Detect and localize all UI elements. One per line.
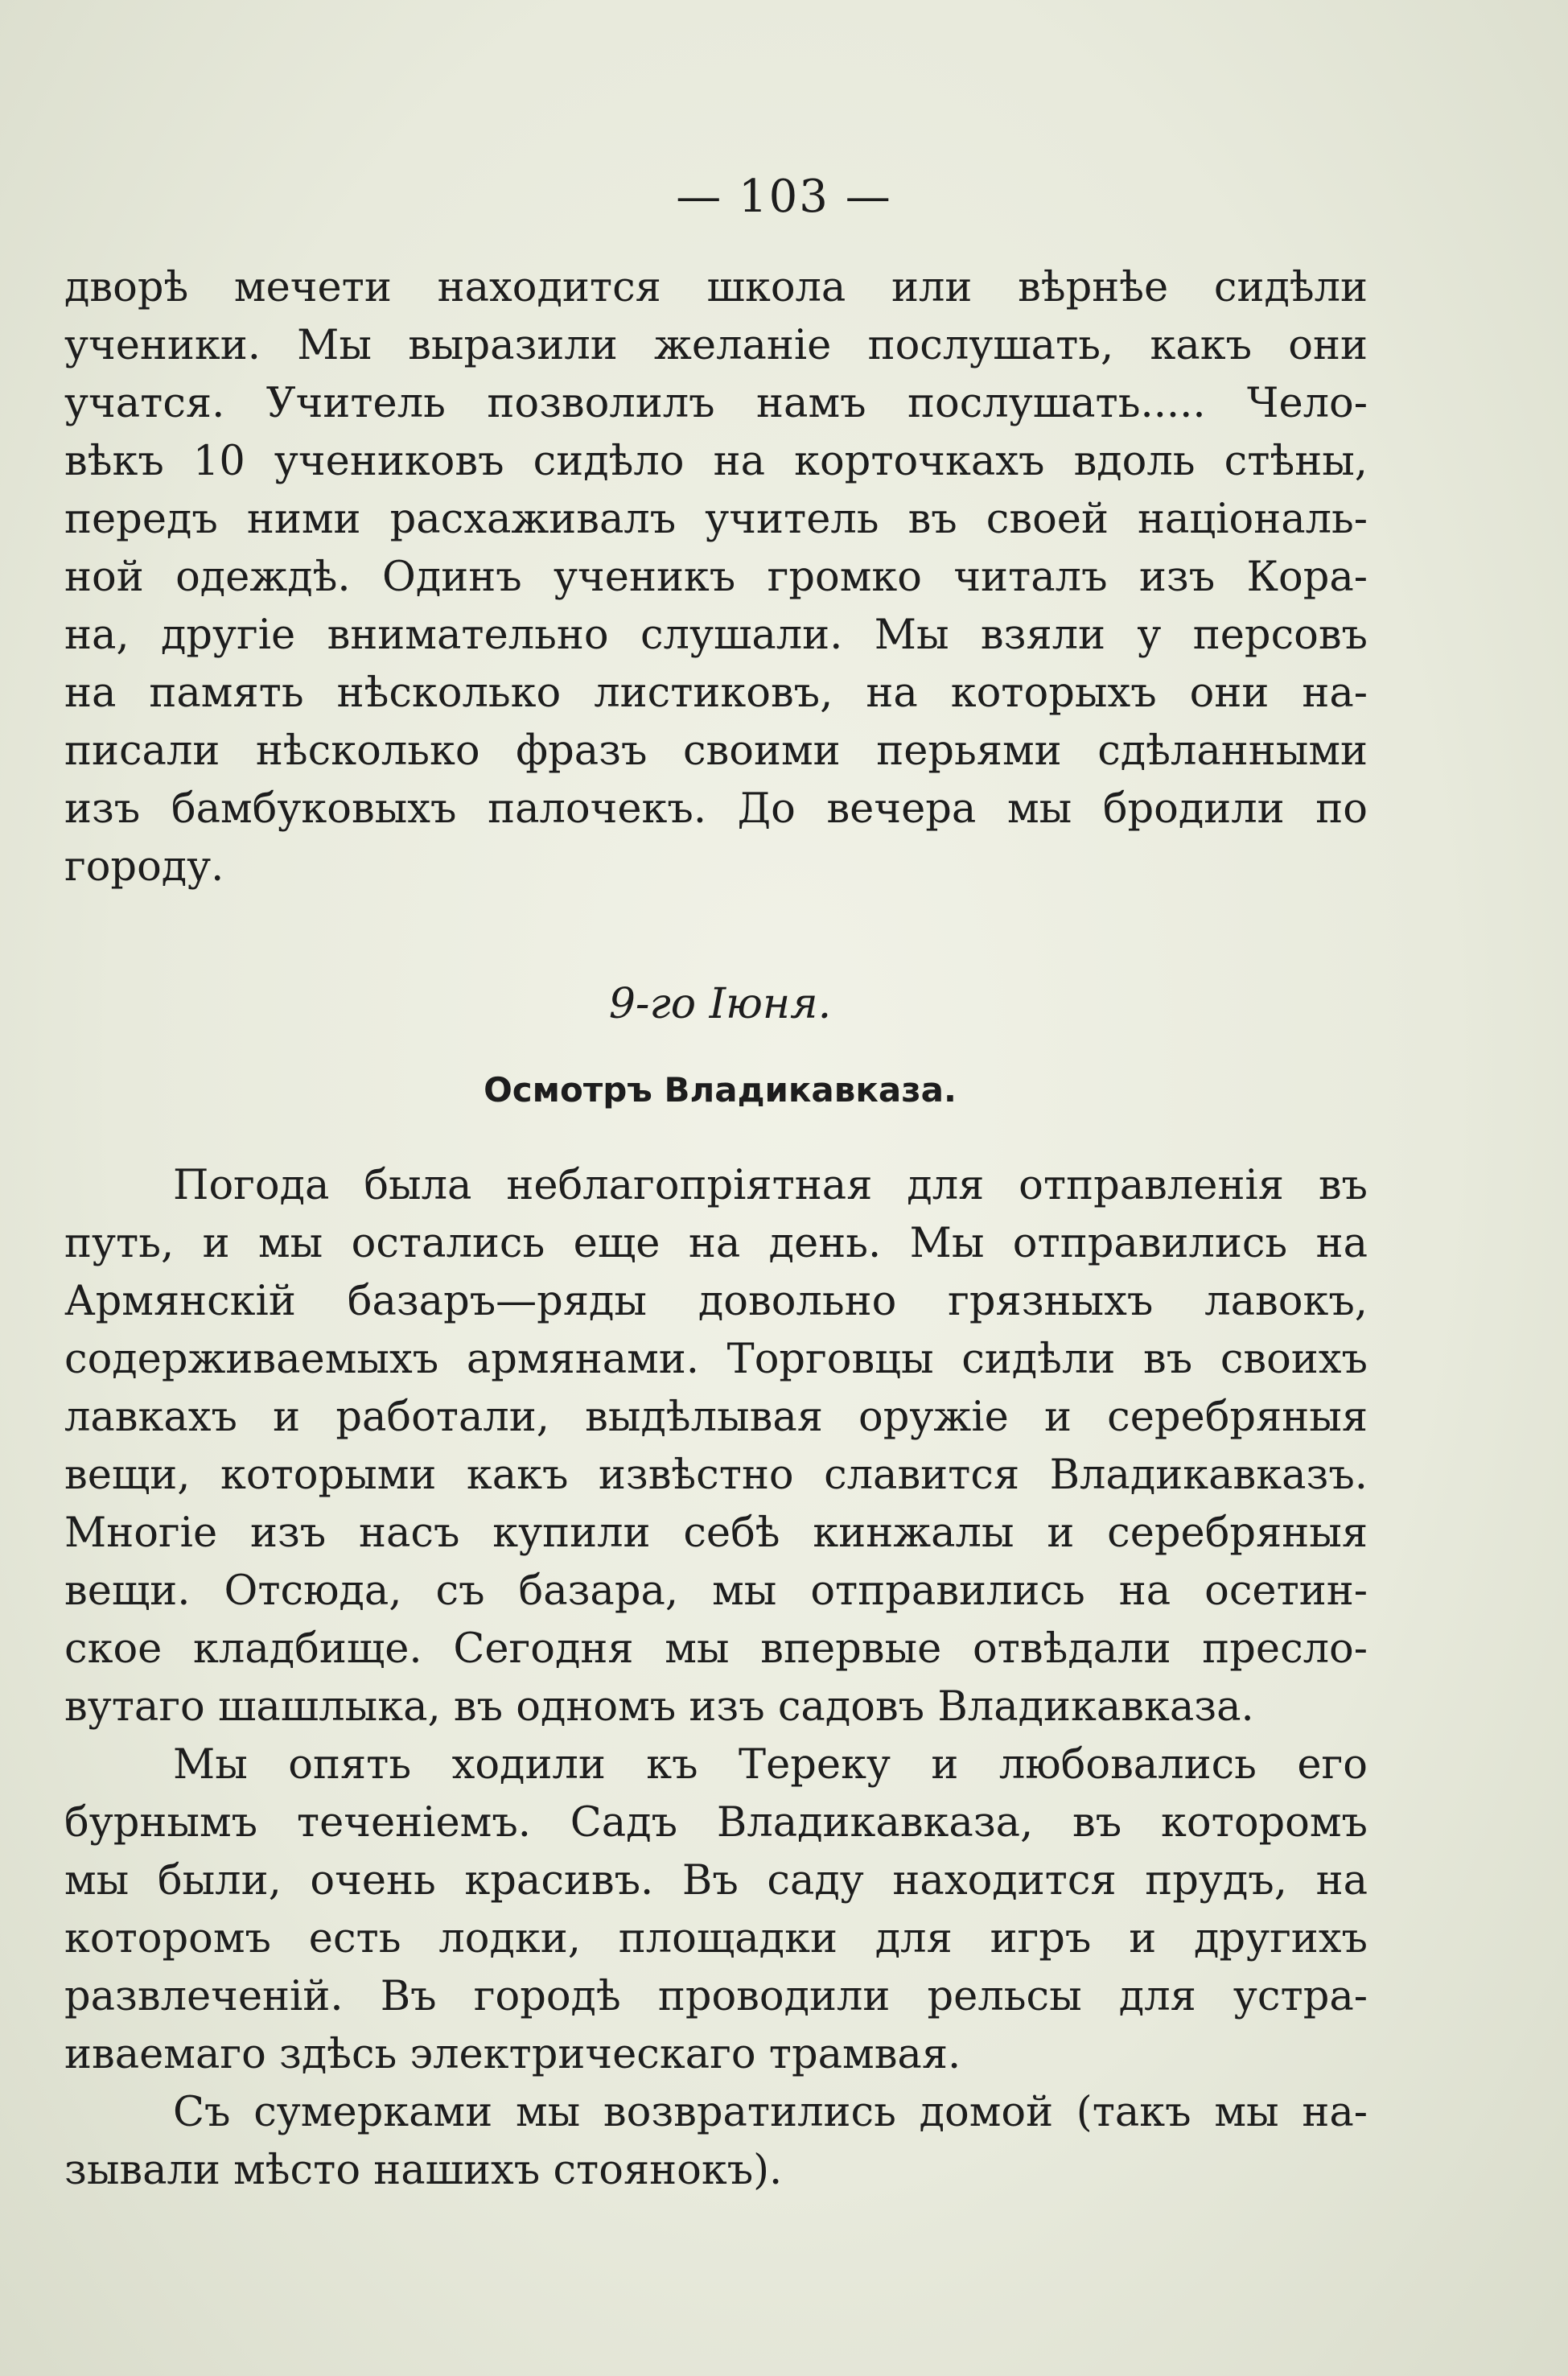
text-line: писали нѣсколько фразъ своими перьями сдѣланными: [64, 727, 1368, 775]
text-line: изъ бамбуковыхъ палочекъ. До вечера мы бродили по: [64, 785, 1368, 833]
text-line: зывали мѣсто нашихъ стоянокъ).: [64, 2147, 783, 2194]
text-line: вутаго шашлыка, въ одномъ изъ садовъ Владикавказа.: [64, 1683, 1254, 1731]
text-line: вѣкъ 10 учениковъ сидѣло на корточкахъ вдоль стѣны,: [64, 438, 1368, 485]
text-line: ученики. Мы выразили желаніе послушать, какъ они: [64, 322, 1368, 369]
text-line: на, другіе внимательно слушали. Мы взяли у персовъ: [64, 612, 1368, 659]
text-line: Съ сумерками мы возвратились домой (такъ мы на-: [173, 2089, 1368, 2136]
text-line: Погода была неблагопріятная для отправленія въ: [173, 1162, 1368, 1209]
text-line: Многіе изъ насъ купили себѣ кинжалы и серебряныя: [64, 1509, 1368, 1557]
text-line: ной одеждѣ. Одинъ ученикъ громко читалъ изъ Кора-: [64, 554, 1368, 601]
text-line: развлеченій. Въ городѣ проводили рельсы для устра-: [64, 1973, 1368, 2020]
paragraph-1: [64, 259, 1368, 896]
date-heading: 9-го Іюня.: [608, 980, 832, 1028]
text-line: Мы опять ходили къ Тереку и любовались его: [173, 1741, 1368, 1789]
text-line: вещи, которыми какъ извѣстно славится Владикавказъ.: [64, 1452, 1368, 1499]
text-line: которомъ есть лодки, площадки для игръ и другихъ: [64, 1915, 1368, 1962]
text-line: лавкахъ и работали, выдѣлывая оружіе и серебряныя: [64, 1394, 1368, 1441]
text-line: содерживаемыхъ армянами. Торговцы сидѣли въ своихъ: [64, 1336, 1368, 1383]
text-line: путь, и мы остались еще на день. Мы отправились на: [64, 1220, 1368, 1267]
text-line: иваемаго здѣсь электрическаго трамвая.: [64, 2031, 961, 2078]
text-line: учатся. Учитель позволилъ намъ послушать..... Чело-: [64, 380, 1368, 427]
paragraph-3: [64, 1736, 1368, 2084]
page-number: — 103 —: [676, 171, 892, 223]
text-line: вещи. Отсюда, съ базара, мы отправились на осетин-: [64, 1567, 1368, 1615]
text-line: на память нѣсколько листиковъ, на которыхъ они на-: [64, 669, 1368, 717]
paragraph-2: [64, 1157, 1368, 1736]
text-line: передъ ними расхаживалъ учитель въ своей національ-: [64, 496, 1368, 543]
text-line: дворѣ мечети находится школа или вѣрнѣе сидѣли: [64, 264, 1368, 311]
text-line: бурнымъ теченіемъ. Садъ Владикавказа, въ которомъ: [64, 1799, 1368, 1847]
section-title: Осмотръ Владикавказа.: [484, 1070, 957, 1110]
text-line: ское кладбище. Сегодня мы впервые отвѣдали пресло-: [64, 1625, 1368, 1673]
text-line: городу.: [64, 843, 224, 891]
paragraph-4: [64, 2084, 1368, 2200]
text-line: Армянскій базаръ—ряды довольно грязныхъ лавокъ,: [64, 1278, 1368, 1325]
text-line: мы были, очень красивъ. Въ саду находится прудъ, на: [64, 1857, 1368, 1905]
